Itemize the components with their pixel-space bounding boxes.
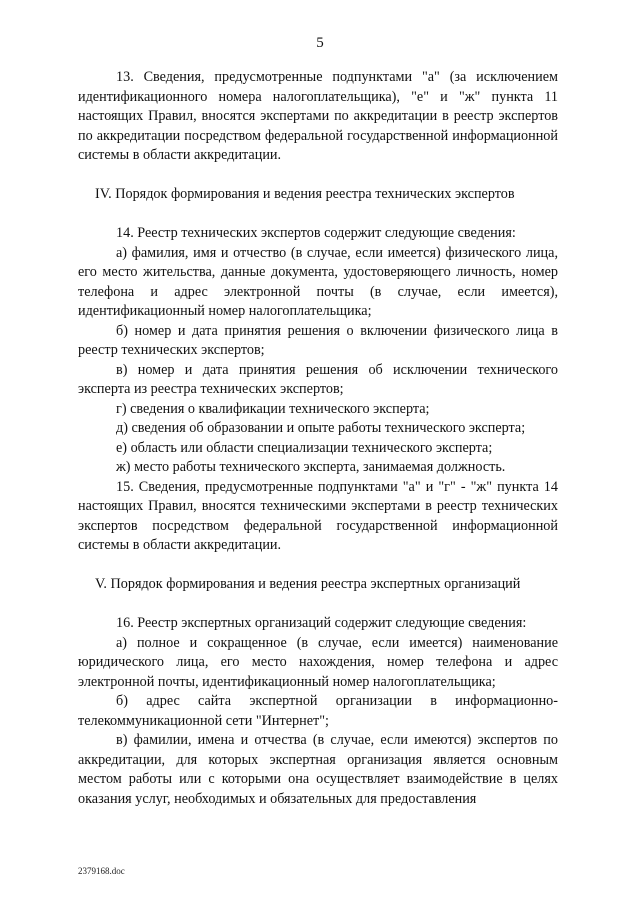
- paragraph-16-a: а) полное и сокращенное (в случае, если имеется) наименование юридического лица, его место нахождения, номер телефона и адрес электронной почты, идентификационный номер налогоплательщика;: [78, 634, 558, 690]
- paragraph-16-v: в) фамилии, имена и отчества (в случае, если имеются) экспертов по аккредитации, для которых экспертная организация является основным местом работы или с которыми она осуществляет взаимодействие в целях оказания услуг, необходимых и обязательных для предоставления: [78, 732, 558, 807]
- paragraph-16-b: б) адрес сайта экспертной организации в информационно-телекоммуникационной сети "Интернет";: [78, 693, 558, 729]
- paragraph-13: 13. Сведения, предусмотренные подпунктами "а" (за исключением идентификационного номера налогоплательщика), "е" и "ж" пункта 11 настоящих Правил, вносятся экспертами по аккредитации в реестр экспертов по аккредитации посредством федеральной государственной информационной системы в области аккредитации.: [78, 69, 558, 163]
- paragraph-14-g: г) сведения о квалификации технического эксперта;: [116, 400, 430, 417]
- paragraph-14-zh: ж) место работы технического эксперта, занимаемая должность.: [116, 459, 506, 475]
- section-heading-v: V. Порядок формирования и ведения реестра экспертных организаций: [95, 575, 521, 592]
- file-name-footer: 2379168.doc: [78, 866, 125, 876]
- paragraph-14-b: б) номер и дата принятия решения о включении физического лица в реестр технических экспертов;: [78, 322, 558, 358]
- paragraph-14-e: е) область или области специализации технического эксперта;: [116, 439, 493, 456]
- paragraph-16: 16. Реестр экспертных организаций содержит следующие сведения:: [116, 615, 527, 631]
- paragraph-15: 15. Сведения, предусмотренные подпунктами "а" и "г" - "ж" пункта 14 настоящих Правил, вносятся техническими экспертами в реестр технических экспертов посредством федеральной государственной информационной системы в области аккредитации.: [78, 478, 558, 553]
- paragraph-14-a: а) фамилия, имя и отчество (в случае, если имеется) физического лица, его место жительства, данные документа, удостоверяющего личность, номер телефона и адрес электронной почты (в случае, если имеется), идентификационный номер налогоплательщика;: [78, 244, 558, 319]
- paragraph-14-v: в) номер и дата принятия решения об исключении технического эксперта из реестра технических экспертов;: [78, 361, 558, 397]
- paragraph-14-d: д) сведения об образовании и опыте работы технического эксперта;: [116, 420, 526, 436]
- section-heading-iv: IV. Порядок формирования и ведения реестра технических экспертов: [95, 185, 515, 202]
- document-body: [78, 68, 558, 809]
- paragraph-14: 14. Реестр технических экспертов содержит следующие сведения:: [116, 225, 516, 241]
- page-number: 5: [316, 35, 324, 51]
